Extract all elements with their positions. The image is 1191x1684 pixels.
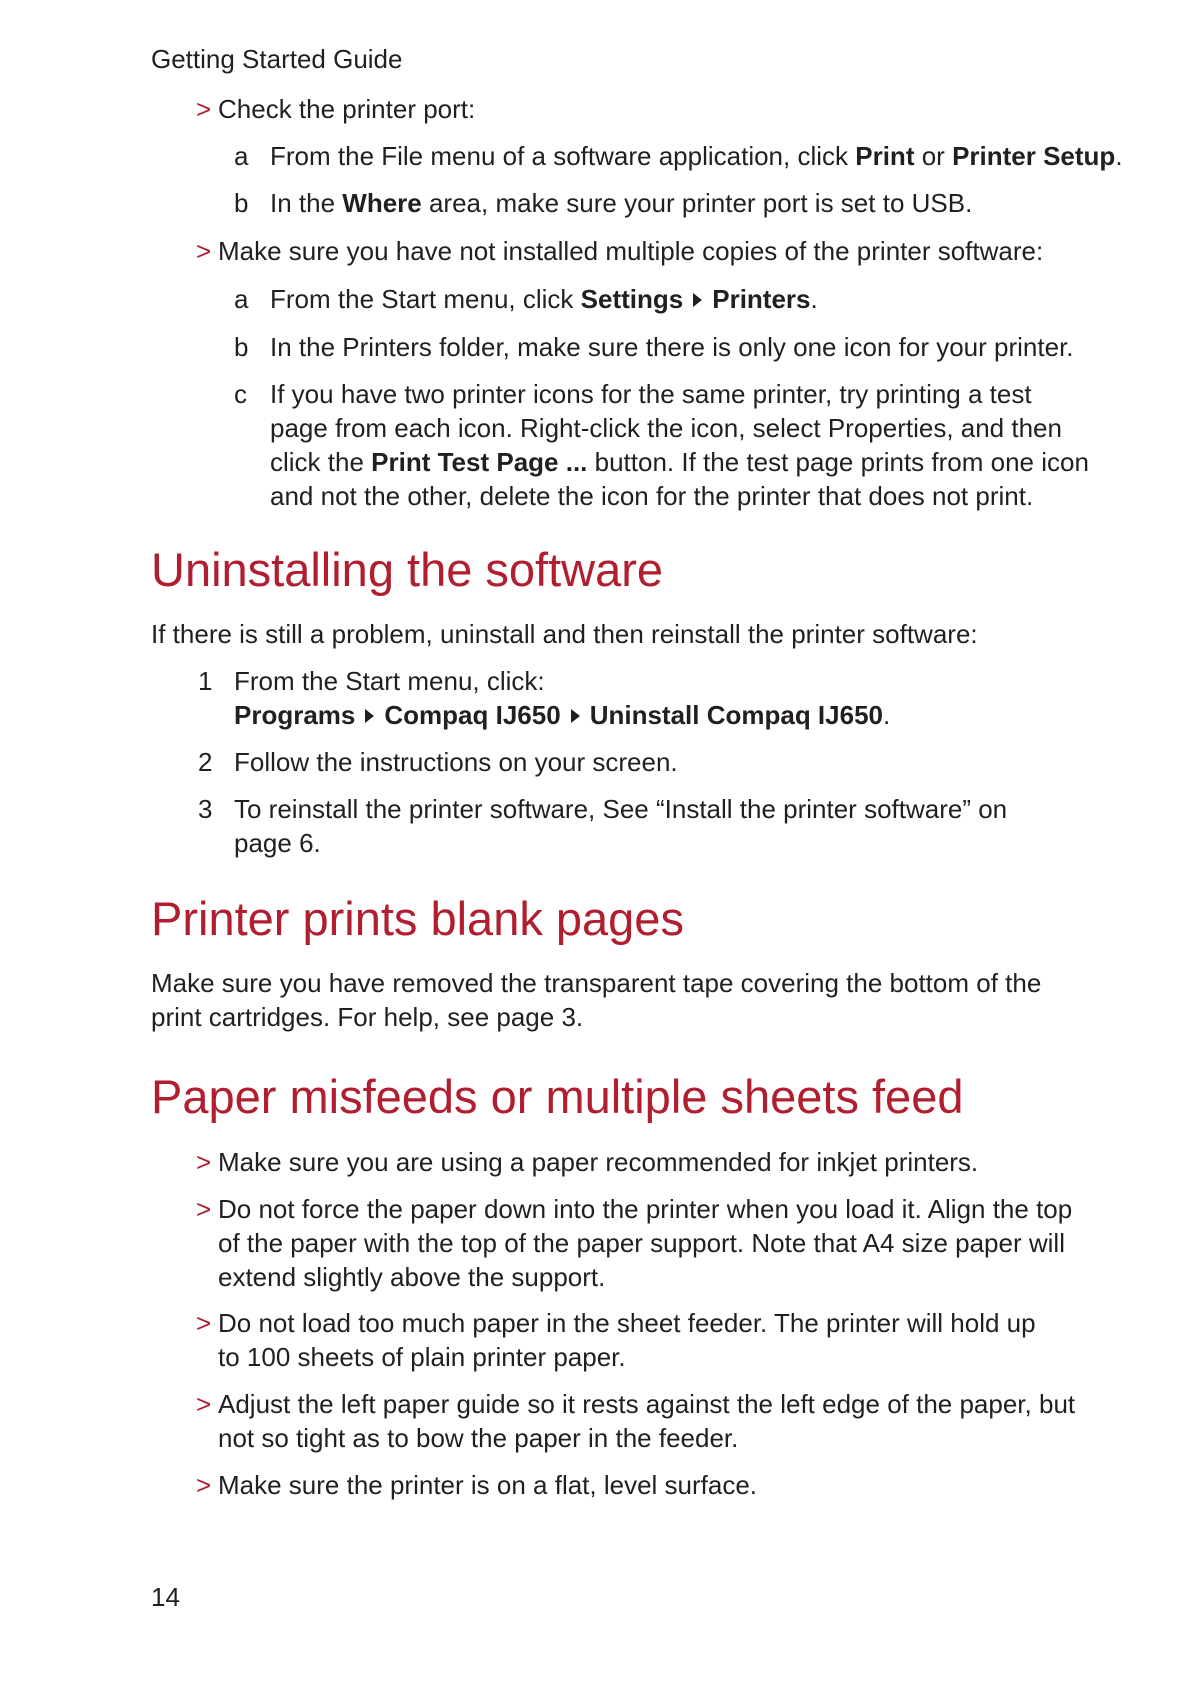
chevron-right-icon: > bbox=[196, 1470, 212, 1500]
step-number: 3 bbox=[198, 794, 213, 824]
bullet-text: Adjust the left paper guide so it rests against the left edge of the paper, but not so tight as to bow the paper in the feeder. bbox=[218, 1389, 1076, 1453]
step-text: From the Start menu, click bbox=[270, 284, 581, 314]
uninstall-intro: If there is still a problem, uninstall and then reinstall the printer software: bbox=[151, 619, 978, 649]
chevron-right-icon: > bbox=[196, 1194, 212, 1224]
ui-label-print: Print bbox=[855, 141, 915, 171]
step-a-print-setup bbox=[234, 139, 1130, 173]
misfeed-bullet-5 bbox=[196, 1468, 1098, 1502]
chevron-right-icon: > bbox=[196, 1308, 212, 1338]
menu-path bbox=[234, 698, 1094, 732]
ui-label-print-test-page: Print Test Page ... bbox=[371, 447, 588, 477]
heading-blank-pages: Printer prints blank pages bbox=[151, 892, 684, 945]
chevron-right-icon: > bbox=[196, 236, 212, 266]
step-letter: a bbox=[234, 141, 249, 171]
ui-label-printer-setup: Printer Setup bbox=[952, 141, 1116, 171]
step-letter: c bbox=[234, 379, 247, 409]
chevron-right-icon: > bbox=[196, 1389, 212, 1419]
bullet-text: Make sure you have not installed multiple copies of the printer software: bbox=[218, 236, 1044, 266]
step-text: In the Printers folder, make sure there is only one icon for your printer. bbox=[270, 332, 1074, 362]
menu-arrow-icon bbox=[571, 709, 580, 723]
page-number: 14 bbox=[151, 1582, 180, 1612]
step-text: If you have two printer icons for the same printer, try printing a test page from each icon. Right-click the icon, select Properties, and then click the bbox=[270, 379, 1062, 477]
bullet-text: Check the printer port: bbox=[218, 94, 476, 124]
step-text: . bbox=[810, 284, 818, 314]
step-text: From the Start menu, click: bbox=[234, 666, 545, 696]
step-letter: b bbox=[234, 332, 249, 362]
chevron-right-icon: > bbox=[196, 94, 212, 124]
step-number: 2 bbox=[198, 747, 213, 777]
step-b-printers-folder bbox=[234, 330, 1130, 364]
bullet-check-port bbox=[196, 92, 1098, 126]
bullet-text: Make sure you are using a paper recommended for inkjet printers. bbox=[218, 1147, 979, 1177]
step-2-follow bbox=[198, 745, 1094, 779]
chevron-right-icon: > bbox=[196, 1147, 212, 1177]
step-a-settings-printers bbox=[234, 282, 1130, 316]
misfeed-bullet-2 bbox=[196, 1192, 1098, 1294]
step-1-uninstall bbox=[198, 664, 1094, 732]
step-number: 1 bbox=[198, 666, 213, 696]
step-text: . bbox=[883, 700, 891, 730]
bullet-multiple-copies bbox=[196, 234, 1098, 268]
misfeed-bullet-4 bbox=[196, 1387, 1098, 1455]
menu-arrow-icon bbox=[693, 293, 702, 307]
ui-label-where: Where bbox=[342, 188, 422, 218]
bullet-text: Make sure the printer is on a flat, level surface. bbox=[218, 1470, 758, 1500]
heading-paper-misfeeds: Paper misfeeds or multiple sheets feed bbox=[151, 1070, 964, 1123]
misfeed-bullet-1 bbox=[196, 1145, 1098, 1179]
step-text: . bbox=[1115, 141, 1123, 171]
menu-arrow-icon bbox=[365, 709, 374, 723]
step-text: area, make sure your printer port is set to USB. bbox=[421, 188, 973, 218]
running-head: Getting Started Guide bbox=[151, 44, 403, 74]
step-text: From the File menu of a software application, click bbox=[270, 141, 856, 171]
step-text: In the bbox=[270, 188, 343, 218]
ui-label-uninstall-compaq: Uninstall Compaq IJ650 bbox=[589, 700, 883, 730]
ui-label-compaq-ij650: Compaq IJ650 bbox=[384, 700, 561, 730]
step-letter: a bbox=[234, 284, 249, 314]
step-letter: b bbox=[234, 188, 249, 218]
ui-label-settings: Settings bbox=[580, 284, 684, 314]
step-text: Follow the instructions on your screen. bbox=[234, 747, 678, 777]
ui-label-programs: Programs bbox=[234, 700, 356, 730]
step-text: or bbox=[914, 141, 953, 171]
step-b-where bbox=[234, 186, 1130, 220]
bullet-text: Do not load too much paper in the sheet feeder. The printer will hold up to 100 sheets of plain printer paper. bbox=[218, 1308, 1036, 1372]
step-text: button. If the test page prints from one icon and not the other, delete the icon for the printer that does not print. bbox=[270, 447, 1089, 511]
bullet-text: Do not force the paper down into the printer when you load it. Align the top of the paper with the top of the paper support. Note that A4 size paper will extend slightly above the support. bbox=[218, 1194, 1073, 1292]
blank-pages-text: Make sure you have removed the transparent tape covering the bottom of the print cartridges. For help, see page 3. bbox=[151, 968, 1042, 1032]
ui-label-printers: Printers bbox=[712, 284, 811, 314]
heading-uninstalling: Uninstalling the software bbox=[151, 543, 664, 596]
step-3-reinstall bbox=[198, 792, 1034, 860]
step-text: To reinstall the printer software, See “Install the printer software” on page 6. bbox=[234, 794, 1008, 858]
step-c-two-icons bbox=[234, 377, 1090, 513]
misfeed-bullet-3 bbox=[196, 1306, 1058, 1374]
